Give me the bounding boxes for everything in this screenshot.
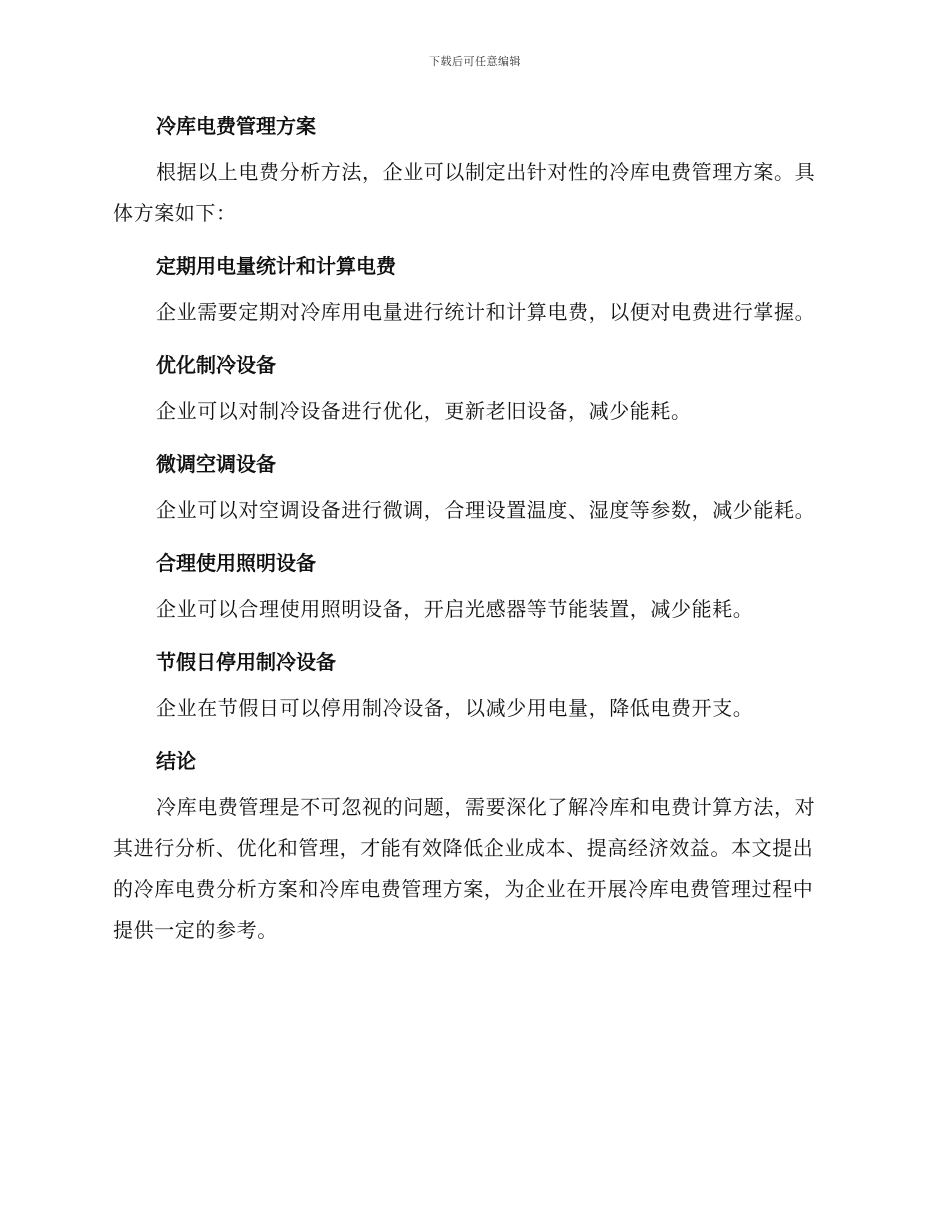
document-body: [113, 106, 833, 963]
section-paragraph: 企业可以对制冷设备进行优化，更新老旧设备，减少能耗。: [156, 399, 692, 423]
section-heading: 微调空调设备: [156, 452, 276, 476]
section-lighting: [113, 543, 833, 630]
section-conclusion: [113, 741, 833, 951]
section-paragraph: 企业可以合理使用照明设备，开启光感器等节能装置，减少能耗。: [156, 597, 754, 621]
section-regular-statistics: [113, 246, 833, 333]
section-paragraph: 企业在节假日可以停用制冷设备，以减少用电量，降低电费开支。: [156, 696, 754, 720]
section-heading: 冷库电费管理方案: [156, 114, 316, 138]
header-note: 下载后可任意编辑: [429, 55, 521, 68]
section-paragraph: 企业需要定期对冷库用电量进行统计和计算电费，以便对电费进行掌握。: [156, 300, 816, 324]
section-adjust-ac: [113, 444, 833, 531]
section-heading: 节假日停用制冷设备: [156, 650, 336, 674]
section-paragraph: 根据以上电费分析方法，企业可以制定出针对性的冷库电费管理方案。具体方案如下：: [113, 160, 816, 225]
section-holiday-shutdown: [113, 642, 833, 729]
section-heading: 定期用电量统计和计算电费: [156, 254, 396, 278]
section-heading: 优化制冷设备: [156, 353, 276, 377]
section-heading: 结论: [156, 749, 196, 773]
section-paragraph: 冷库电费管理是不可忽视的问题，需要深化了解冷库和电费计算方法，对其进行分析、优化和管理，才能有效降低企业成本、提高经济效益。本文提出的冷库电费分析方案和冷库电费管理方案，为企业在开展冷库电费管理过程中提供一定的参考。: [113, 795, 816, 942]
section-management-plan: [113, 106, 833, 234]
section-optimize-refrigeration: [113, 345, 833, 432]
section-paragraph: 企业可以对空调设备进行微调，合理设置温度、湿度等参数，减少能耗。: [156, 498, 816, 522]
section-heading: 合理使用照明设备: [156, 551, 316, 575]
